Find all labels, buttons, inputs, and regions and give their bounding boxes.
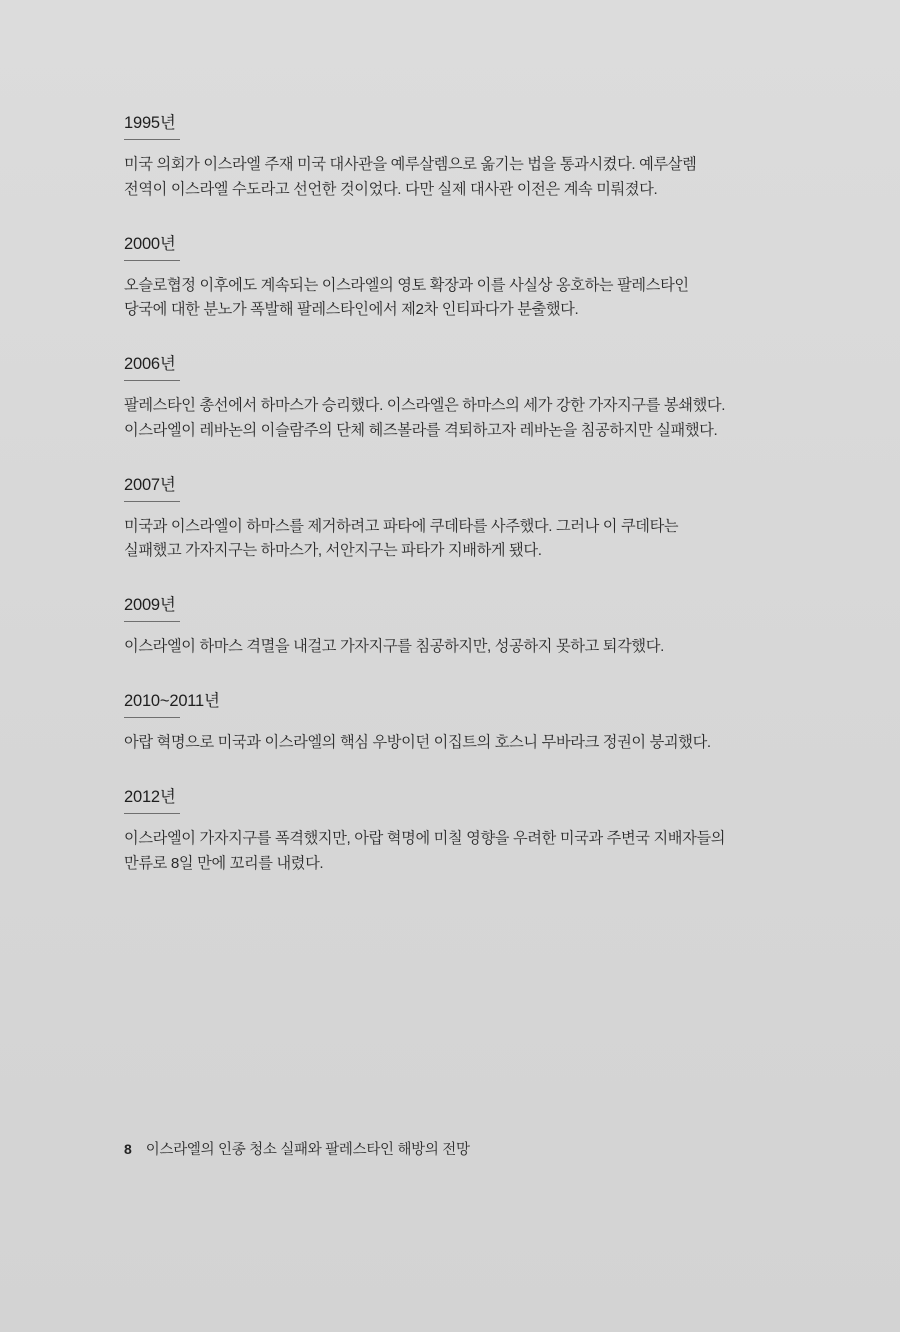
entry-divider — [124, 139, 180, 140]
timeline-entry — [124, 594, 732, 660]
entry-body — [124, 274, 732, 323]
entry-year: 2009년 — [124, 596, 176, 615]
entry-paragraph: 아랍 혁명으로 미국과 이스라엘의 핵심 우방이던 이집트의 호스니 무바라크 정권이 붕괴했다. — [124, 734, 711, 752]
timeline-entries — [124, 112, 732, 876]
timeline-entry — [124, 112, 732, 203]
entry-divider — [124, 380, 180, 381]
entry-divider — [124, 501, 180, 502]
entry-paragraph: 미국과 이스라엘이 하마스를 제거하려고 파타에 쿠데타를 사주했다. 그러나 이 쿠데타는 실패했고 가자지구는 하마스가, 서안지구는 파타가 지배하게 됐다. — [124, 517, 679, 560]
timeline-entry — [124, 233, 732, 324]
entry-body — [124, 635, 732, 660]
entry-paragraph: 이스라엘이 하마스 격멸을 내걸고 가자지구를 침공하지만, 성공하지 못하고 퇴각했다. — [124, 638, 664, 656]
entry-body — [124, 153, 732, 202]
entry-paragraph: 이스라엘이 레바논의 이슬람주의 단체 헤즈볼라를 격퇴하고자 레바논을 침공하지만 실패했다. — [124, 421, 718, 439]
entry-body — [124, 827, 732, 876]
entry-year: 2006년 — [124, 355, 176, 374]
entry-body — [124, 394, 732, 443]
entry-year: 1995년 — [124, 114, 176, 132]
entry-year: 2000년 — [124, 234, 176, 253]
timeline-entry — [124, 786, 732, 877]
page-footer — [124, 1138, 470, 1159]
entry-paragraph: 미국 의회가 이스라엘 주재 미국 대사관을 예루살렘으로 옮기는 법을 통과시켰다. 예루살렘 전역이 이스라엘 수도라고 선언한 것이었다. 다만 실제 대사관 이전은 계속 미뤄졌다. — [124, 156, 697, 198]
entry-paragraph: 이스라엘이 가자지구를 폭격했지만, 아랍 혁명에 미칠 영향을 우려한 미국과 주변국 지배자들의 만류로 8일 만에 꼬리를 내렸다. — [124, 830, 726, 872]
timeline-entry — [124, 353, 732, 444]
entry-year: 2012년 — [124, 787, 176, 806]
entry-divider — [124, 717, 180, 718]
timeline-entry — [124, 474, 732, 565]
entry-divider — [124, 813, 180, 814]
entry-year: 2007년 — [124, 475, 176, 494]
page-number: 8 — [124, 1141, 132, 1157]
entry-divider — [124, 621, 180, 622]
entry-paragraph: 오슬로협정 이후에도 계속되는 이스라엘의 영토 확장과 이를 사실상 옹호하는 팔레스타인 당국에 대한 분노가 폭발해 팔레스타인에서 제2차 인티파다가 분출했다. — [124, 276, 689, 319]
entry-divider — [124, 260, 180, 261]
entry-body — [124, 731, 732, 756]
entry-paragraph: 팔레스타인 총선에서 하마스가 승리했다. 이스라엘은 하마스의 세가 강한 가자지구를 봉쇄했다. — [124, 397, 726, 415]
entry-body — [124, 515, 732, 564]
footer-title: 이스라엘의 인종 청소 실패와 팔레스타인 해방의 전망 — [145, 1142, 470, 1158]
entry-year: 2010~2011년 — [124, 691, 220, 710]
timeline-entry — [124, 690, 732, 756]
